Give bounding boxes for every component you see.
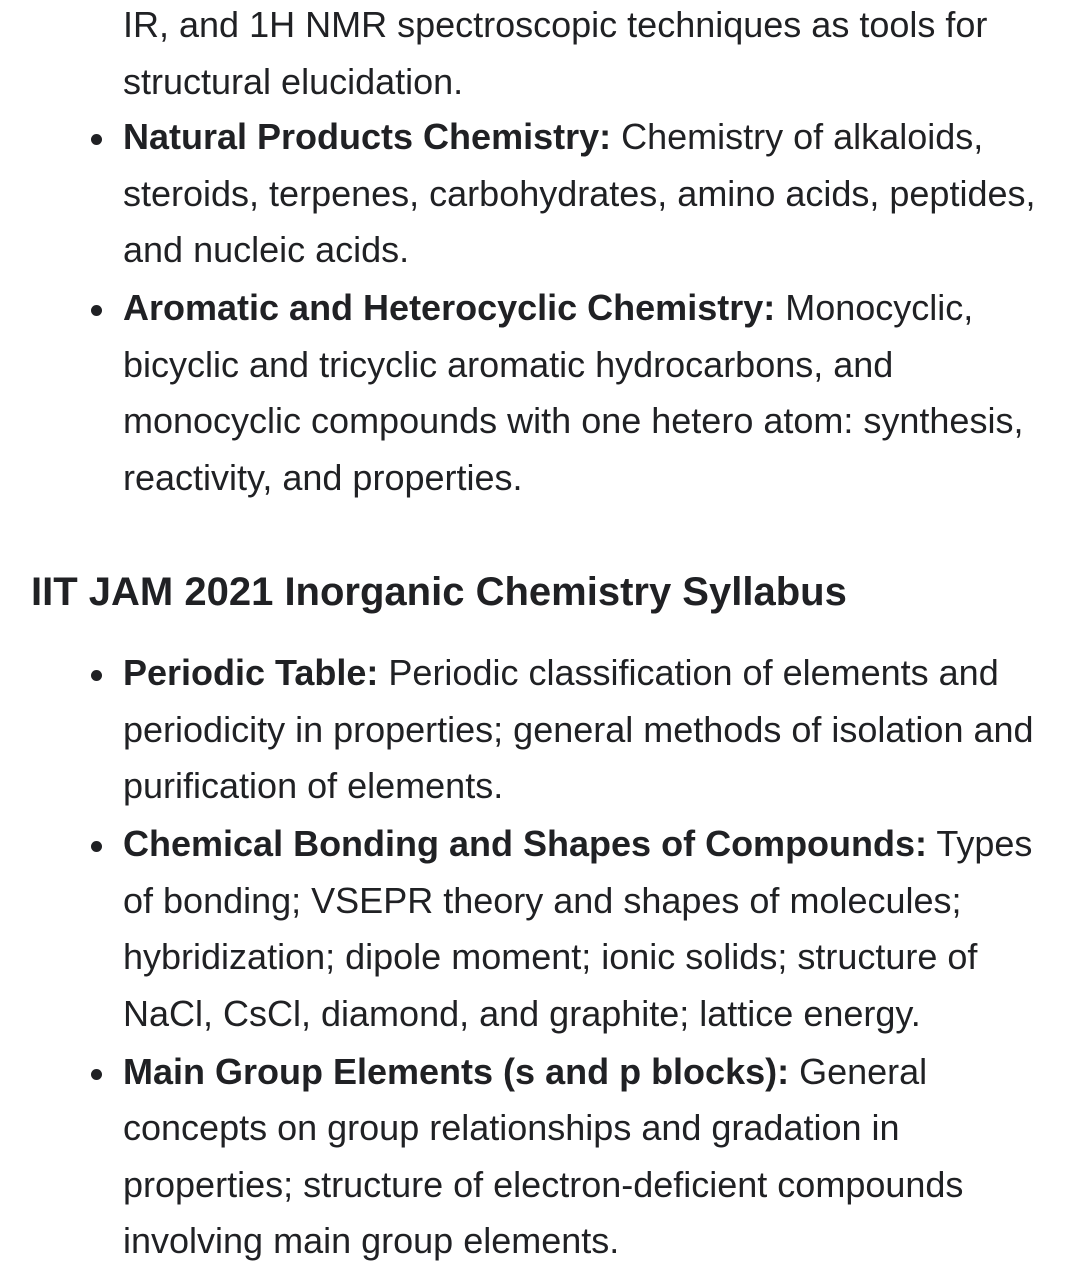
inorganic-topics-list [0, 645, 1080, 1271]
topic-description: Monocyclic, bicyclic and tricyclic aromatic hydrocarbons, and monocyclic compounds with one hetero atom: synthesis, reactivity, and properties. [123, 287, 1024, 498]
topic-title: Aromatic and Heterocyclic Chemistry: [123, 287, 776, 328]
topic-title: Natural Products Chemistry: [123, 116, 612, 157]
organic-topics-list [0, 109, 1080, 508]
topic-title: Chemical Bonding and Shapes of Compounds: [123, 823, 928, 864]
list-item [0, 645, 1080, 815]
bullet-icon [91, 670, 102, 681]
list-item [0, 816, 1080, 1042]
list-item [0, 280, 1080, 506]
list-item [0, 109, 1080, 279]
section-heading: IIT JAM 2021 Inorganic Chemistry Syllabus [31, 570, 847, 614]
bullet-icon [91, 134, 102, 145]
list-item [0, 1044, 1080, 1270]
topic-description: General concepts on group relationships and gradation in properties; structure of electron-deficient compounds involving main group elements. [123, 1050, 964, 1261]
topic-title: Main Group Elements (s and p blocks): [123, 1050, 790, 1092]
topic-description: Chemistry of alkaloids, steroids, terpenes, carbohydrates, amino acids, peptides, and nucleic acids. [123, 116, 1036, 270]
bullet-icon [91, 1069, 102, 1080]
continued-list-item-text: IR, and 1H NMR spectroscopic techniques as tools for structural elucidation. [123, 4, 988, 102]
bullet-icon [91, 305, 102, 316]
bullet-icon [91, 841, 102, 852]
topic-description: Periodic classification of elements and periodicity in properties; general methods of isolation and purification of elements. [123, 652, 1034, 806]
topic-description: Types of bonding; VSEPR theory and shapes of molecules; hybridization; dipole moment; ionic solids; structure of NaCl, CsCl, diamond, and graphite; lattice energy. [123, 823, 1033, 1034]
topic-title: Periodic Table: [123, 652, 379, 693]
